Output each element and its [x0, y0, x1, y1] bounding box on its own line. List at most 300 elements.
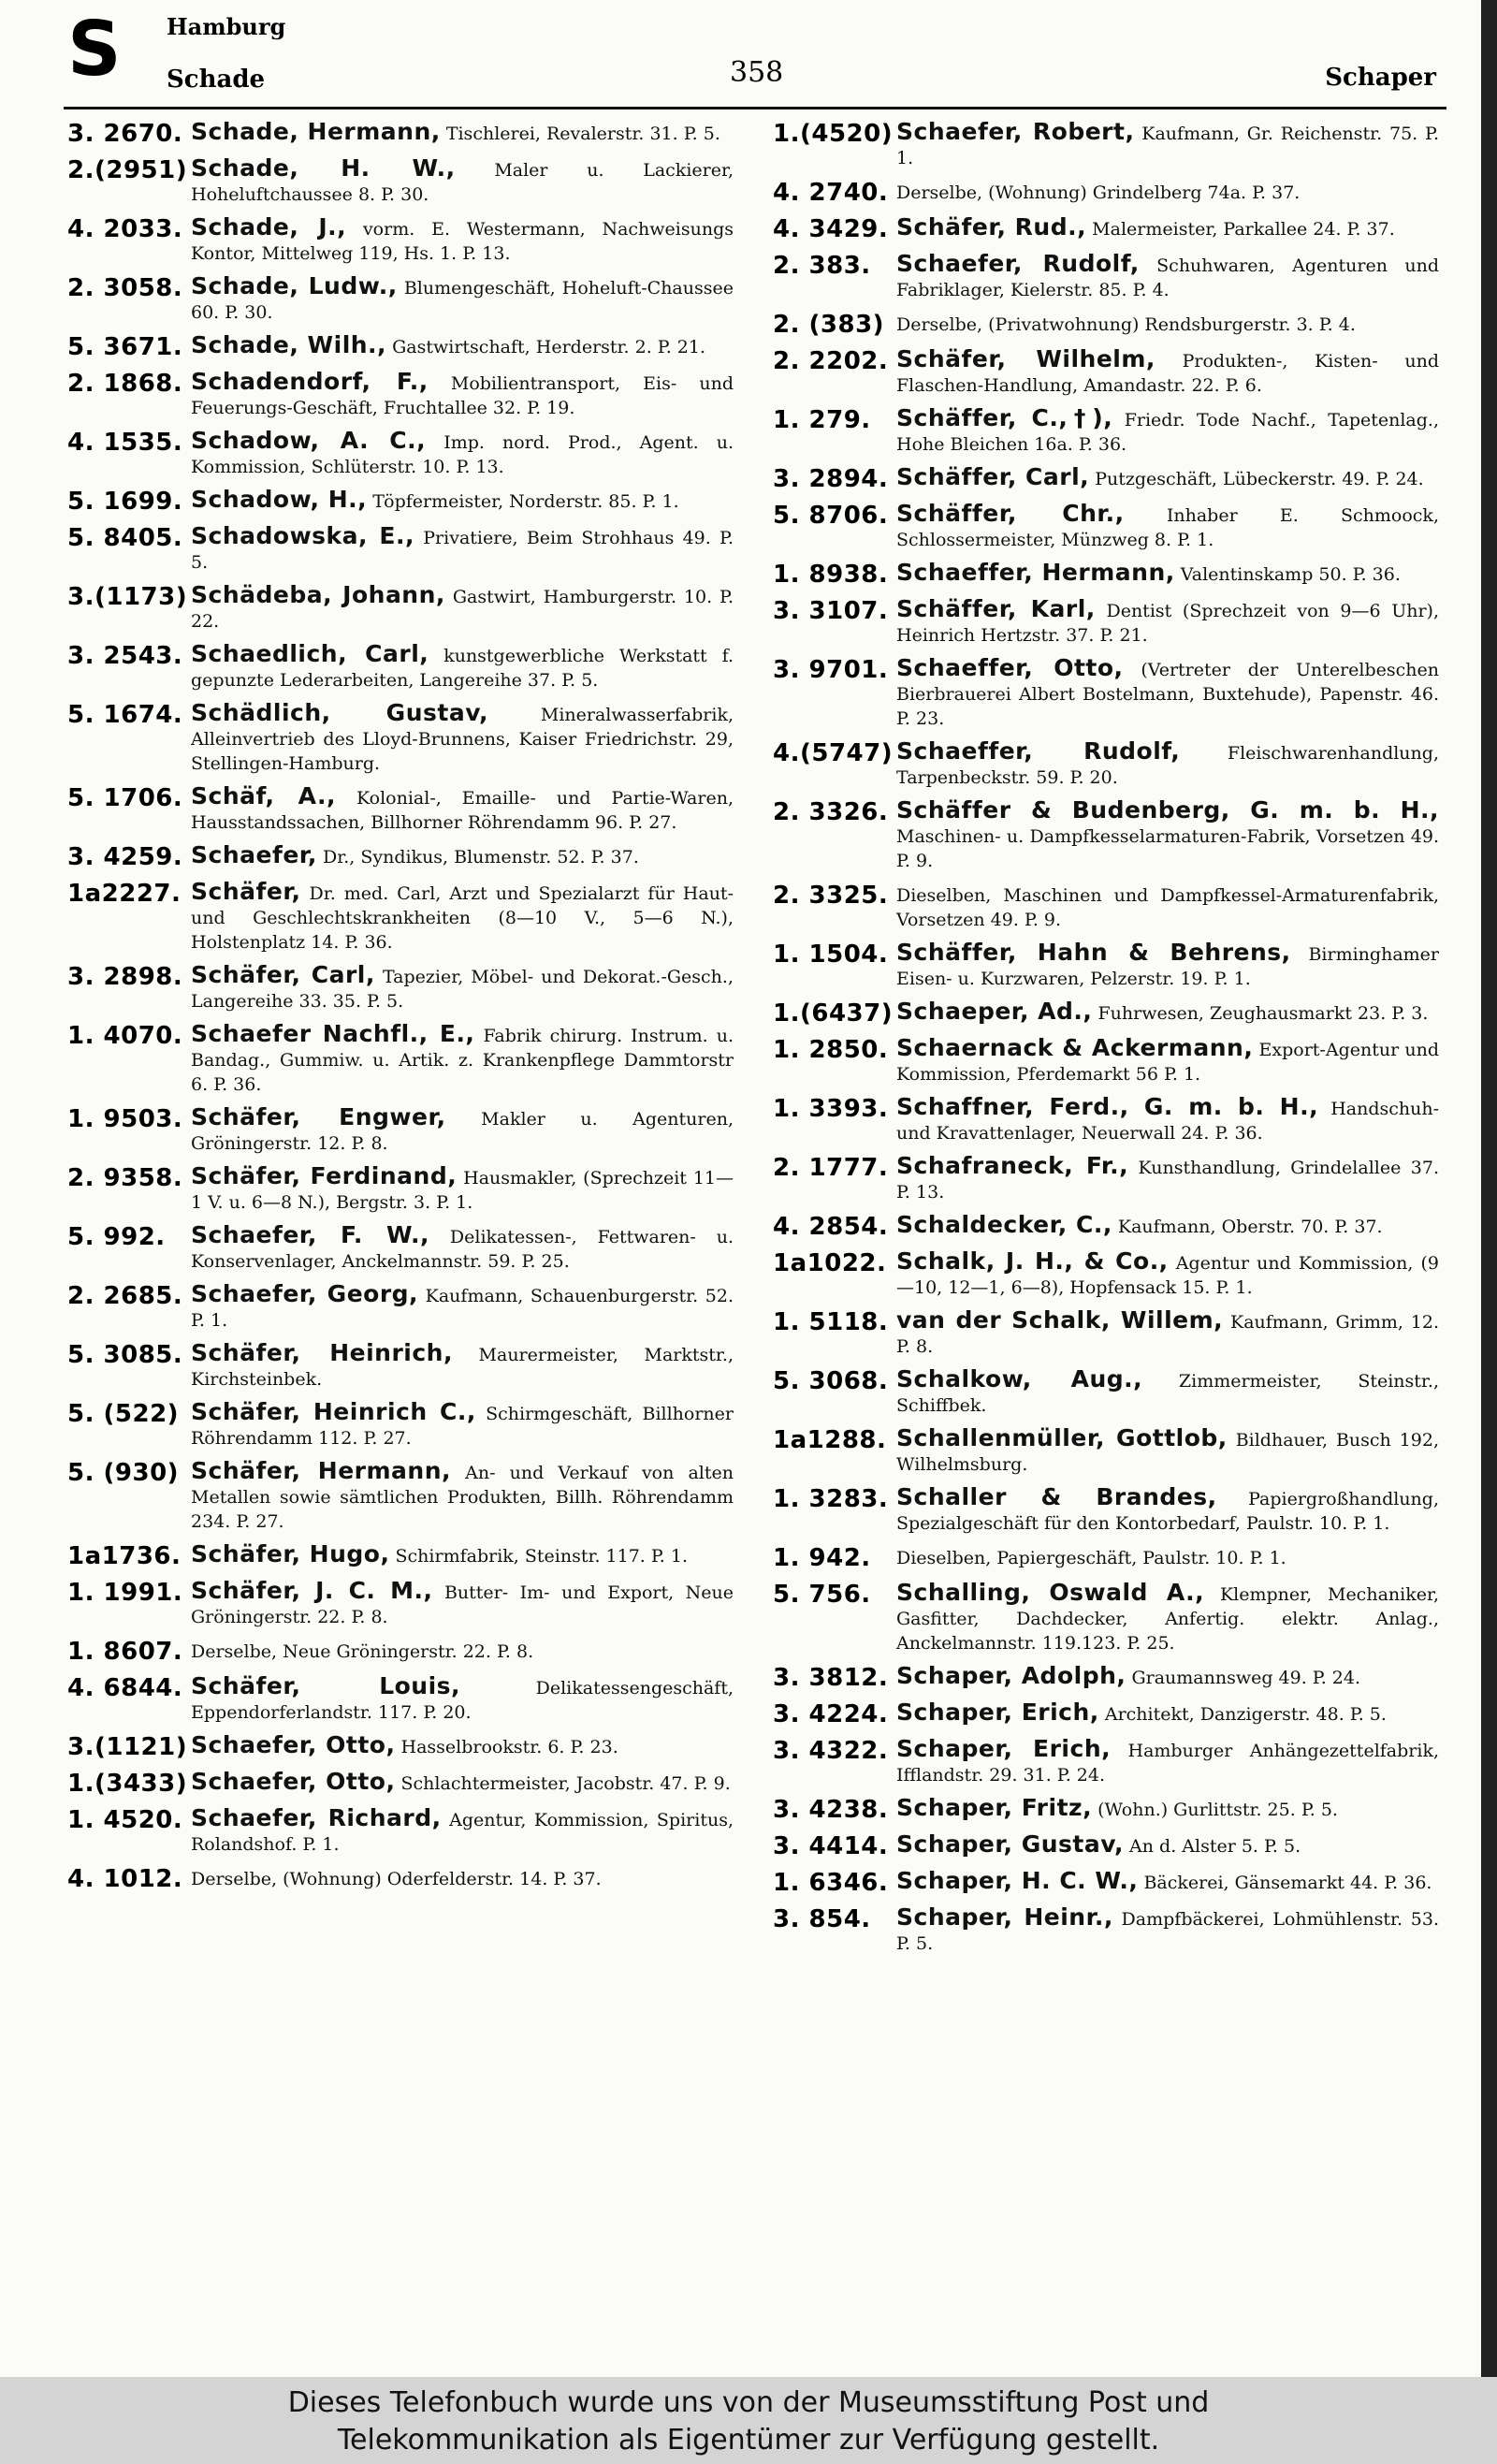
subscriber-details: Imp. nord. Prod., Agent. u. Kommission, Schlüterstr. 10. P. 13. [191, 432, 734, 477]
phone-number: 3. 2543. [67, 642, 183, 670]
subscriber-details: Handschuh- und Kravattenlager, Neuerwall 24. P. 36. [896, 1099, 1440, 1144]
entry-body [191, 120, 734, 146]
entry-body [896, 1905, 1439, 1956]
directory-entry [773, 1426, 1439, 1477]
directory-entry [773, 1737, 1439, 1787]
phone-number: 4.(5747) [773, 739, 894, 767]
entry-body [191, 215, 734, 266]
directory-entry [67, 1865, 734, 1893]
subscriber-name: Schaefer Nachfl., E., [191, 1020, 475, 1047]
entry-body [896, 1485, 1439, 1536]
subscriber-name: Schaper, Adolph, [896, 1662, 1126, 1689]
entry-body [896, 1664, 1439, 1690]
directory-entry [67, 1638, 734, 1666]
subscriber-details: Dr., Syndikus, Blumenstr. 52. P. 37. [322, 847, 639, 868]
phone-number: 3. 3812. [773, 1664, 889, 1692]
phone-number: 4. 6844. [67, 1674, 183, 1702]
subscriber-details: Fuhrwesen, Zeughausmarkt 23. P. 3. [1097, 1003, 1429, 1024]
directory-entry [773, 798, 1439, 873]
entry-body [191, 1341, 734, 1392]
entry-body [191, 784, 734, 835]
directory-entry [773, 1869, 1439, 1897]
subscriber-name: Schaper, Erich, [896, 1735, 1112, 1762]
subscriber-name: Schalkow, Aug., [896, 1365, 1143, 1392]
directory-entry [773, 347, 1439, 398]
entry-body [896, 1367, 1439, 1418]
subscriber-details: Delikatessengeschäft, Eppendorferlandstr. 117. P. 20. [191, 1678, 734, 1723]
subscriber-details: Dr. med. Carl, Arzt und Spezialarzt für Haut- und Geschlechtskrankheiten (8—10 V., 5—6 N.), Holstenplatz 14. P. 36. [191, 883, 734, 953]
phone-number: 3. 4414. [773, 1832, 889, 1860]
subscriber-details: Birminghamer Eisen- u. Kurzwaren, Pelzerstr. 19. P. 1. [896, 944, 1439, 989]
directory-entry [773, 1367, 1439, 1418]
subscriber-details: Agentur, Kommission, Spiritus, Rolandshof. P. 1. [191, 1810, 734, 1855]
subscriber-name: Schäfer, Carl, [191, 961, 375, 988]
subscriber-name: Schafraneck, Fr., [896, 1152, 1129, 1179]
entry-body [191, 642, 734, 693]
entry-body [191, 333, 734, 359]
phone-number: 1. 9503. [67, 1105, 183, 1133]
directory-entry [773, 179, 1439, 207]
phone-number: 3. 2670. [67, 120, 183, 148]
page-edge-shadow [1481, 0, 1497, 2377]
phone-number: 1. 942. [773, 1544, 871, 1572]
directory-entry [67, 429, 734, 479]
directory-entry [67, 274, 734, 325]
subscriber-name: Schaefer, Rudolf, [896, 250, 1140, 277]
subscriber-name: Schäffer, Karl, [896, 595, 1096, 622]
directory-entry [773, 1095, 1439, 1145]
subscriber-details: Gastwirt, Hamburgerstr. 10. P. 22. [191, 587, 734, 632]
entry-body [191, 156, 734, 207]
subscriber-details: Privatiere, Beim Strohhaus 49. P. 5. [191, 528, 734, 573]
subscriber-details: Hausmakler, (Sprechzeit 11—1 V. u. 6—8 N.), Bergstr. 3. P. 1. [191, 1168, 734, 1213]
directory-entry [67, 120, 734, 148]
phone-number: 1. 1991. [67, 1579, 183, 1607]
entry-body [191, 274, 734, 325]
directory-entry [773, 1308, 1439, 1359]
subscriber-details: Kolonial-, Emaille- und Partie-Waren, Hausstandssachen, Billhorner Röhrendamm 96. P. 27. [191, 788, 734, 833]
directory-entry [773, 656, 1439, 731]
subscriber-details: Valentinskamp 50. P. 36. [1180, 564, 1401, 585]
entry-body [191, 1105, 734, 1156]
directory-entry [773, 1544, 1439, 1572]
subscriber-details: Dentist (Sprechzeit von 9—6 Uhr), Heinrich Hertzstr. 37. P. 21. [896, 601, 1439, 646]
subscriber-details: Schlachtermeister, Jacobstr. 47. P. 9. [400, 1773, 731, 1794]
phone-number: 1. 8607. [67, 1638, 183, 1666]
entry-body [896, 1581, 1439, 1655]
directory-entry [773, 597, 1439, 648]
phone-number: 1.(3433) [67, 1770, 188, 1798]
entry-body [191, 1459, 734, 1534]
entry-body [896, 798, 1439, 873]
entry-body [896, 1308, 1439, 1359]
subscriber-details: kunstgewerbliche Werkstatt f. gepunzte Lederarbeiten, Langereihe 37. P. 5. [191, 646, 734, 691]
phone-number: 4. 3429. [773, 215, 889, 243]
subscriber-name: Schaldecker, C., [896, 1211, 1112, 1238]
directory-entry [67, 701, 734, 776]
entry-body [191, 1865, 734, 1891]
subscriber-name: Schadowska, E., [191, 522, 415, 549]
directory-entry [773, 502, 1439, 552]
subscriber-name: Schaeffer, Hermann, [896, 559, 1175, 586]
subscriber-details: Delikatessen-, Fettwaren- u. Konservenlager, Anckelmannstr. 59. P. 25. [191, 1227, 734, 1272]
subscriber-name: Schaper, H. C. W., [896, 1867, 1139, 1894]
directory-entry [67, 642, 734, 693]
entry-body [191, 1579, 734, 1629]
directory-entry [773, 940, 1439, 991]
subscriber-details: An- und Verkauf von alten Metallen sowie sämtlichen Produkten, Billh. Röhrendamm 234. P. 27. [191, 1463, 734, 1532]
subscriber-details: Fleischwarenhandlung, Tarpenbeckstr. 59. P. 20. [896, 743, 1439, 788]
subscriber-details: Hamburger Anhängezettelfabrik, Ifflandstr. 29. 31. P. 24. [896, 1741, 1439, 1786]
phone-number: 2. 9358. [67, 1164, 183, 1192]
directory-entry [67, 1282, 734, 1333]
phone-number: 3. 9701. [773, 656, 889, 684]
subscriber-name: Schade, Hermann, [191, 118, 441, 145]
subscriber-details: An d. Alster 5. P. 5. [1129, 1836, 1301, 1857]
entry-body [896, 940, 1439, 991]
entry-body [191, 843, 734, 869]
subscriber-name: Schäfer, Hermann, [191, 1457, 451, 1484]
phone-number: 4. 2033. [67, 215, 183, 243]
directory-entry [773, 120, 1439, 170]
entry-body [191, 1806, 734, 1857]
entry-body [896, 1796, 1439, 1822]
subscriber-details: Kunsthandlung, Grindelallee 37. P. 13. [896, 1158, 1439, 1203]
phone-number: 2. 1777. [773, 1154, 889, 1182]
directory-entry [67, 1105, 734, 1156]
directory-entry [773, 1154, 1439, 1204]
subscriber-details: Dieselben, Maschinen und Dampfkessel-Armaturenfabrik, Vorsetzen 49. P. 9. [896, 885, 1439, 930]
subscriber-details: Maurermeister, Marktstr., Kirchsteinbek. [191, 1345, 734, 1390]
entry-body [191, 1282, 734, 1333]
header-rule [64, 107, 1446, 109]
subscriber-name: Schäf, A., [191, 782, 336, 809]
phone-number: 2. 1868. [67, 370, 183, 398]
phone-number: 2. (383) [773, 311, 885, 339]
entry-body [896, 179, 1439, 205]
directory-entry [773, 882, 1439, 932]
directory-entry [773, 1796, 1439, 1824]
entry-body [896, 120, 1439, 170]
header-right-guide-word: Schaper [1325, 64, 1436, 92]
phone-number: 3. 854. [773, 1905, 871, 1933]
entry-body [896, 1832, 1439, 1859]
subscriber-details: Export-Agentur und Kommission, Pferdemarkt 56 P. 1. [896, 1040, 1439, 1085]
subscriber-details: Produkten-, Kisten- und Flaschen-Handlung, Amandastr. 22. P. 6. [896, 351, 1439, 396]
directory-entry [773, 1664, 1439, 1692]
right-column [773, 120, 1439, 1964]
directory-entry [67, 1459, 734, 1534]
phone-number: 4. 1012. [67, 1865, 183, 1893]
entry-body [191, 1223, 734, 1274]
phone-number: 3. 2898. [67, 963, 183, 991]
subscriber-name: Schäffer, C.,†), [896, 404, 1113, 431]
subscriber-details: Graumannsweg 49. P. 24. [1131, 1668, 1361, 1688]
subscriber-details: Klempner, Mechaniker, Gasfitter, Dachdecker, Anfertig. elektr. Anlag., Anckelmannstr. 119.123. P. 25. [896, 1584, 1439, 1654]
entry-body [896, 1700, 1439, 1727]
subscriber-name: Schaeffer, Otto, [896, 654, 1124, 681]
phone-number: 1. 3283. [773, 1485, 889, 1513]
entry-body [896, 347, 1439, 398]
phone-number: 5. 1674. [67, 701, 183, 729]
subscriber-name: Schaefer, Robert, [896, 118, 1135, 145]
subscriber-name: Schaedlich, Carl, [191, 640, 429, 667]
entry-body [191, 880, 734, 955]
directory-entry [773, 739, 1439, 790]
directory-entry [67, 843, 734, 871]
entry-body [896, 1426, 1439, 1477]
phone-number: 1a1288. [773, 1426, 887, 1454]
entry-body [896, 597, 1439, 648]
entry-body [896, 406, 1439, 457]
entry-body [191, 963, 734, 1013]
subscriber-name: Schäfer, Heinrich C., [191, 1398, 476, 1425]
entry-body [191, 1164, 734, 1215]
phone-number: 5. 756. [773, 1581, 871, 1609]
phone-number: 1.(6437) [773, 999, 894, 1028]
subscriber-name: Schade, J., [191, 213, 347, 241]
entry-body [896, 1213, 1439, 1239]
footer-line-2: Telekommunikation als Eigentümer zur Verfügung gestellt. [337, 2424, 1160, 2457]
phone-number: 5. (930) [67, 1459, 180, 1487]
subscriber-name: Schäfer, Rud., [896, 213, 1087, 241]
subscriber-name: Schaefer, [191, 841, 317, 868]
directory-entry [67, 1733, 734, 1761]
entry-body [191, 524, 734, 575]
directory-entry [773, 1832, 1439, 1860]
phone-number: 4. 1535. [67, 429, 183, 457]
header-left-guide-word: Schade [167, 66, 266, 94]
phone-number: 3. 4259. [67, 843, 183, 871]
footer-notice [0, 2377, 1497, 2464]
subscriber-name: Schaefer, Richard, [191, 1804, 442, 1831]
subscriber-details: Kaufmann, Schauenburgerstr. 52. P. 1. [191, 1286, 734, 1331]
directory-entry [67, 524, 734, 575]
subscriber-details: Hasselbrookstr. 6. P. 23. [400, 1737, 618, 1757]
entry-body [896, 1544, 1439, 1570]
subscriber-details: Blumengeschäft, Hoheluft-Chaussee 60. P. 30. [191, 278, 734, 323]
subscriber-name: Schäffer & Budenberg, G. m. b. H., [896, 796, 1439, 824]
entry-body [896, 1095, 1439, 1145]
directory-entry [773, 311, 1439, 339]
subscriber-details: Mineralwasserfabrik, Alleinvertrieb des Lloyd-Brunnens, Kaiser Friedrichstr. 29, Stellingen-Hamburg. [191, 705, 734, 774]
directory-entry [67, 333, 734, 361]
subscriber-details: Friedr. Tode Nachf., Tapetenlag., Hohe Bleichen 16a. P. 36. [896, 410, 1439, 455]
entry-body [896, 561, 1439, 587]
entry-body [896, 465, 1439, 491]
phone-number: 1. 279. [773, 406, 871, 434]
phone-number: 1. 1504. [773, 940, 889, 969]
subscriber-details: Papiergroßhandlung, Spezialgeschäft für den Kontorbedarf, Paulstr. 10. P. 1. [896, 1489, 1439, 1534]
directory-entry [67, 1806, 734, 1857]
phone-number: 5. 1706. [67, 784, 183, 812]
subscriber-details: (Wohn.) Gurlittstr. 25. P. 5. [1097, 1800, 1338, 1820]
entry-body [191, 370, 734, 420]
directory-entry [67, 1770, 734, 1798]
subscriber-details: vorm. E. Westermann, Nachweisungs Kontor, Mittelweg 119, Hs. 1. P. 13. [191, 219, 734, 264]
phone-number: 1.(4520) [773, 120, 894, 148]
subscriber-details: Butter- Im- und Export, Neue Gröningerstr. 22. P. 8. [191, 1582, 734, 1627]
subscriber-details: Dampfbäckerei, Lohmühlenstr. 53. P. 5. [896, 1909, 1439, 1954]
page-number: 358 [730, 56, 784, 89]
subscriber-details: Derselbe, (Wohnung) Oderfelderstr. 14. P. 37. [191, 1869, 602, 1889]
subscriber-name: Schäffer, Carl, [896, 463, 1090, 490]
subscriber-details: Inhaber E. Schmoock, Schlossermeister, Münzweg 8. P. 1. [896, 505, 1439, 550]
entry-body [896, 311, 1439, 337]
directory-entry [67, 1400, 734, 1451]
subscriber-details: Putzgeschäft, Lübeckerstr. 49. P. 24. [1095, 469, 1424, 489]
phone-number: 1. 2850. [773, 1036, 889, 1064]
subscriber-details: Dieselben, Papiergeschäft, Paulstr. 10. P. 1. [896, 1548, 1286, 1568]
phone-number: 1a1736. [67, 1542, 182, 1570]
entry-body [191, 488, 734, 514]
directory-entry [67, 488, 734, 516]
entry-body [191, 701, 734, 776]
subscriber-name: Schäfer, J. C. M., [191, 1577, 433, 1604]
phone-number: 5. 8405. [67, 524, 183, 552]
directory-entry [67, 963, 734, 1013]
subscriber-details: (Vertreter der Unterelbeschen Bierbrauerei Albert Bostelmann, Buxtehude), Papenstr. 46. P. 23. [896, 660, 1440, 729]
subscriber-details: Maschinen- u. Dampfkesselarmaturen-Fabrik, Vorsetzen 49. P. 9. [896, 826, 1439, 871]
directory-entry [67, 1022, 734, 1097]
subscriber-name: Schäfer, Wilhelm, [896, 345, 1155, 372]
directory-entry [773, 1485, 1439, 1536]
subscriber-details: Derselbe, (Privatwohnung) Rendsburgerstr. 3. P. 4. [896, 314, 1356, 335]
phone-number: 5. (522) [67, 1400, 180, 1428]
subscriber-name: Schaper, Erich, [896, 1699, 1099, 1726]
subscriber-details: Kaufmann, Gr. Reichenstr. 75. P. 1. [896, 124, 1439, 168]
directory-entry [67, 1341, 734, 1392]
subscriber-name: Schaper, Gustav, [896, 1830, 1124, 1858]
phone-number: 2. 3326. [773, 798, 889, 826]
subscriber-details: Tischlerei, Revalerstr. 31. P. 5. [445, 124, 720, 144]
directory-entry [773, 1249, 1439, 1300]
footer-line-1: Dieses Telefonbuch wurde uns von der Museumsstiftung Post und [287, 2386, 1210, 2419]
phone-number: 5. 1699. [67, 488, 183, 516]
phone-number: 1. 4520. [67, 1806, 183, 1834]
entry-body [191, 1733, 734, 1759]
subscriber-name: Schaper, Heinr., [896, 1903, 1113, 1931]
entry-body [896, 1154, 1439, 1204]
subscriber-details: Architekt, Danzigerstr. 48. P. 5. [1104, 1704, 1387, 1725]
directory-entry [773, 406, 1439, 457]
subscriber-name: Schäfer, Heinrich, [191, 1339, 453, 1366]
subscriber-name: Schade, H. W., [191, 154, 456, 182]
subscriber-name: Schaffner, Ferd., G. m. b. H., [896, 1093, 1319, 1120]
directory-entry [67, 1542, 734, 1570]
subscriber-name: Schade, Ludw., [191, 272, 398, 299]
entry-body [896, 1737, 1439, 1787]
entry-body [191, 1542, 734, 1568]
section-letter: S [67, 6, 122, 93]
phone-number: 5. 992. [67, 1223, 166, 1251]
entry-body [191, 1674, 734, 1725]
phone-number: 5. 8706. [773, 502, 889, 530]
phone-number: 1. 3393. [773, 1095, 889, 1123]
subscriber-name: Schaefer, Georg, [191, 1280, 419, 1307]
directory-entry [67, 880, 734, 955]
directory-entry [773, 1700, 1439, 1728]
phone-number: 1. 8938. [773, 561, 889, 589]
entry-body [896, 252, 1439, 302]
entry-body [896, 502, 1439, 552]
phone-number: 5. 3085. [67, 1341, 183, 1369]
subscriber-name: Schadow, A. C., [191, 427, 427, 454]
subscriber-details: Makler u. Agenturen, Gröningerstr. 12. P. 8. [191, 1109, 734, 1154]
subscriber-name: Schallenmüller, Gottlob, [896, 1424, 1228, 1451]
entry-body [191, 583, 734, 634]
subscriber-name: Schädlich, Gustav, [191, 699, 488, 726]
subscriber-name: Schaefer, F. W., [191, 1221, 429, 1248]
entry-body [191, 1770, 734, 1796]
subscriber-name: Schäfer, Hugo, [191, 1540, 390, 1567]
header-city: Hamburg [167, 13, 286, 40]
entry-body [191, 1022, 734, 1097]
entry-body [191, 429, 734, 479]
subscriber-details: Malermeister, Parkallee 24. P. 37. [1092, 219, 1395, 240]
subscriber-name: Schaper, Fritz, [896, 1794, 1093, 1821]
directory-entry [773, 1213, 1439, 1241]
subscriber-name: Schaeper, Ad., [896, 998, 1093, 1025]
subscriber-name: Schaeffer, Rudolf, [896, 737, 1181, 765]
directory-entry [773, 252, 1439, 302]
subscriber-name: Schäffer, Chr., [896, 500, 1125, 527]
phone-number: 3.(1173) [67, 583, 188, 611]
entry-body [896, 999, 1439, 1026]
subscriber-name: Schäfer, [191, 878, 301, 905]
phone-number: 2. 2685. [67, 1282, 183, 1310]
phone-number: 1a2227. [67, 880, 182, 908]
subscriber-details: Maler u. Lackierer, Hoheluftchaussee 8. P. 30. [191, 160, 734, 205]
directory-entry [773, 465, 1439, 493]
subscriber-details: Bildhauer, Busch 192, Wilhelmsburg. [896, 1430, 1439, 1475]
entry-body [896, 882, 1439, 932]
phone-number: 5. 3671. [67, 333, 183, 361]
subscriber-name: van der Schalk, Willem, [896, 1306, 1224, 1334]
subscriber-name: Schadendorf, F., [191, 368, 429, 395]
subscriber-details: Mobilientransport, Eis- und Feuerungs-Geschäft, Fruchtallee 32. P. 19. [191, 373, 734, 418]
phone-number: 1. 6346. [773, 1869, 889, 1897]
subscriber-details: Gastwirtschaft, Herderstr. 2. P. 21. [392, 337, 706, 357]
subscriber-details: Fabrik chirurg. Instrum. u. Bandag., Gummiw. u. Artik. z. Krankenpflege Dammtorstr 6. P. 36. [191, 1026, 734, 1095]
phone-number: 4. 2854. [773, 1213, 889, 1241]
subscriber-details: Zimmermeister, Steinstr., Schiffbek. [896, 1371, 1439, 1416]
subscriber-details: Derselbe, Neue Gröningerstr. 22. P. 8. [191, 1641, 534, 1662]
directory-entry [773, 999, 1439, 1028]
directory-entry [773, 215, 1439, 243]
subscriber-name: Schaefer, Otto, [191, 1768, 396, 1795]
entry-body [896, 215, 1439, 241]
subscriber-details: Kaufmann, Grimm, 12. P. 8. [896, 1312, 1439, 1357]
subscriber-details: Tapezier, Möbel- und Dekorat.-Gesch., Langereihe 33. 35. P. 5. [191, 967, 734, 1012]
phone-number: 3. 3107. [773, 597, 889, 625]
phone-number: 5. 3068. [773, 1367, 889, 1395]
phone-number: 3. 4224. [773, 1700, 889, 1728]
subscriber-name: Schaernack & Ackermann, [896, 1034, 1254, 1061]
directory-entry [67, 1579, 734, 1629]
entry-body [191, 1638, 734, 1664]
entry-body [896, 1249, 1439, 1300]
entry-body [191, 1400, 734, 1451]
directory-entry [67, 370, 734, 420]
directory-entry [67, 784, 734, 835]
subscriber-name: Schaefer, Otto, [191, 1731, 396, 1758]
phone-number: 2. 383. [773, 252, 871, 280]
subscriber-name: Schalk, J. H., & Co., [896, 1247, 1169, 1275]
left-column [67, 120, 734, 1902]
subscriber-name: Schädeba, Johann, [191, 581, 445, 608]
phone-number: 2. 3058. [67, 274, 183, 302]
